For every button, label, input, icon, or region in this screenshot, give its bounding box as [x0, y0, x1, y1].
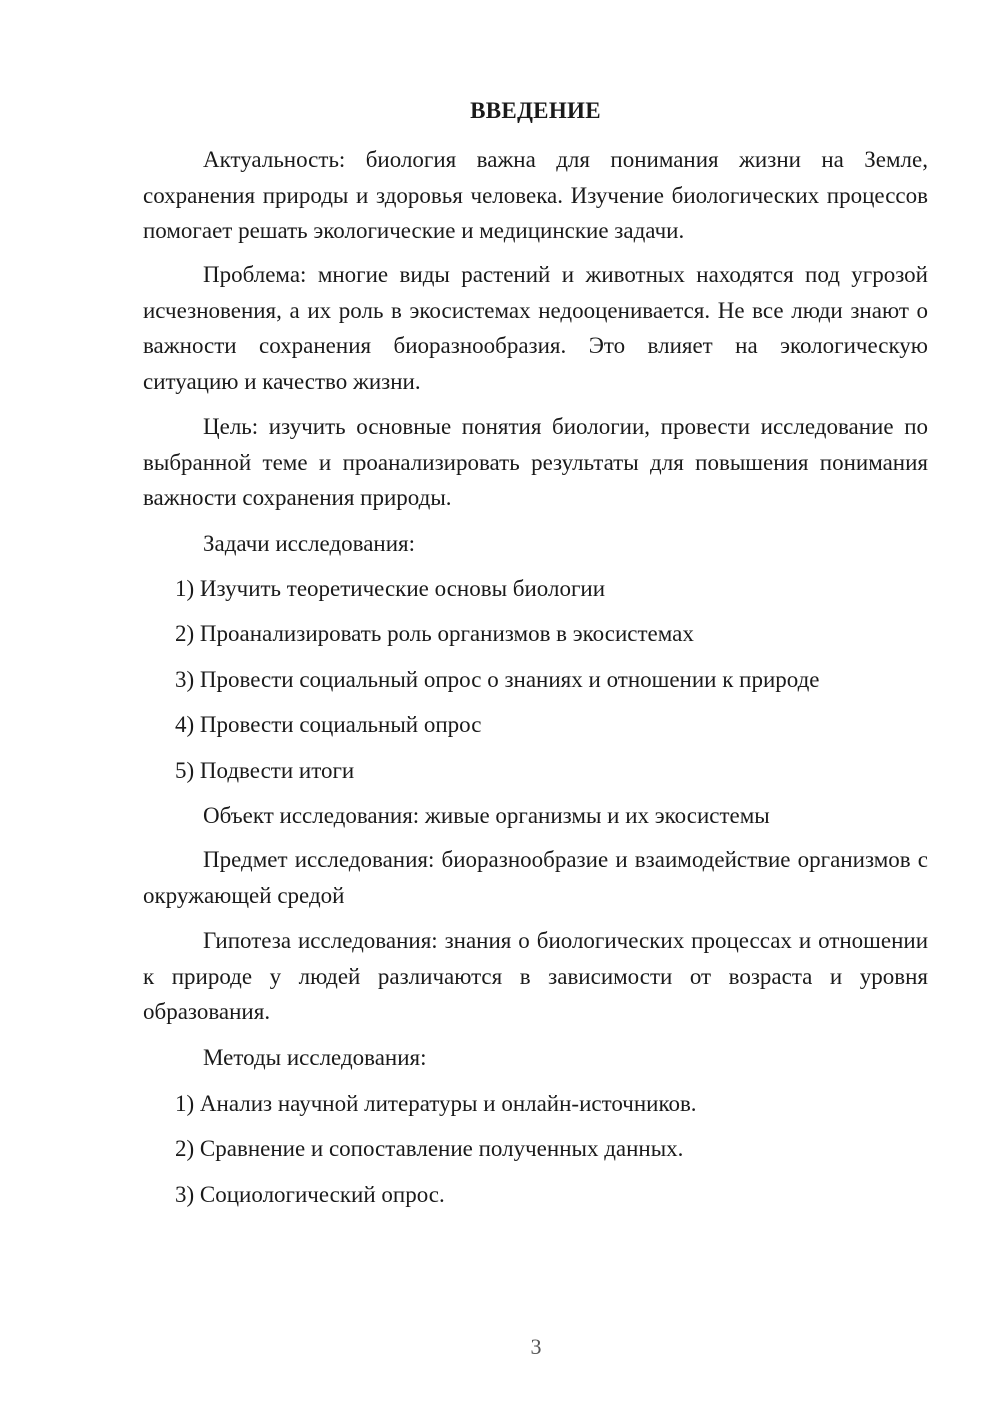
hypothesis-paragraph: Гипотеза исследования: знания о биологических процессах и отношении к природе у людей различаются в зависимости от возраста и уровня образования.: [143, 928, 928, 1024]
subject-paragraph: Предмет исследования: биоразнообразие и взаимодействие организмов с окружающей средой: [143, 847, 928, 908]
task-item: 5) Подвести итоги: [175, 758, 355, 783]
task-item: 4) Провести социальный опрос: [175, 712, 482, 737]
task-item: 3) Провести социальный опрос о знаниях и отношении к природе: [175, 667, 820, 692]
object-paragraph: Объект исследования: живые организмы и их экосистемы: [203, 803, 770, 828]
task-item: 2) Проанализировать роль организмов в экосистемах: [175, 621, 694, 646]
method-item: 2) Сравнение и сопоставление полученных данных.: [175, 1136, 684, 1161]
section-title: ВВЕДЕНИЕ: [470, 98, 601, 123]
problem-paragraph: Проблема: многие виды растений и животных находятся под угрозой исчезновения, а их роль в экосистемах недооценивается. Не все люди знают о важности сохранения биоразнообразия. Это влияет на экологическую ситуацию и качество жизни.: [143, 262, 928, 394]
relevance-paragraph: Актуальность: биология важна для понимания жизни на Земле, сохранения природы и здоровья человека. Изучение биологических процессов помогает решать экологические и медицинские задачи.: [143, 147, 928, 243]
page-number: 3: [530, 1334, 542, 1359]
method-item: 1) Анализ научной литературы и онлайн-источников.: [175, 1091, 697, 1116]
goal-paragraph: Цель: изучить основные понятия биологии, провести исследование по выбранной теме и проанализировать результаты для повышения понимания важности сохранения природы.: [143, 414, 928, 510]
task-item: 1) Изучить теоретические основы биологии: [175, 576, 606, 601]
method-item: 3) Социологический опрос.: [175, 1182, 445, 1207]
methods-heading: Методы исследования:: [203, 1045, 427, 1070]
tasks-heading: Задачи исследования:: [203, 531, 416, 556]
